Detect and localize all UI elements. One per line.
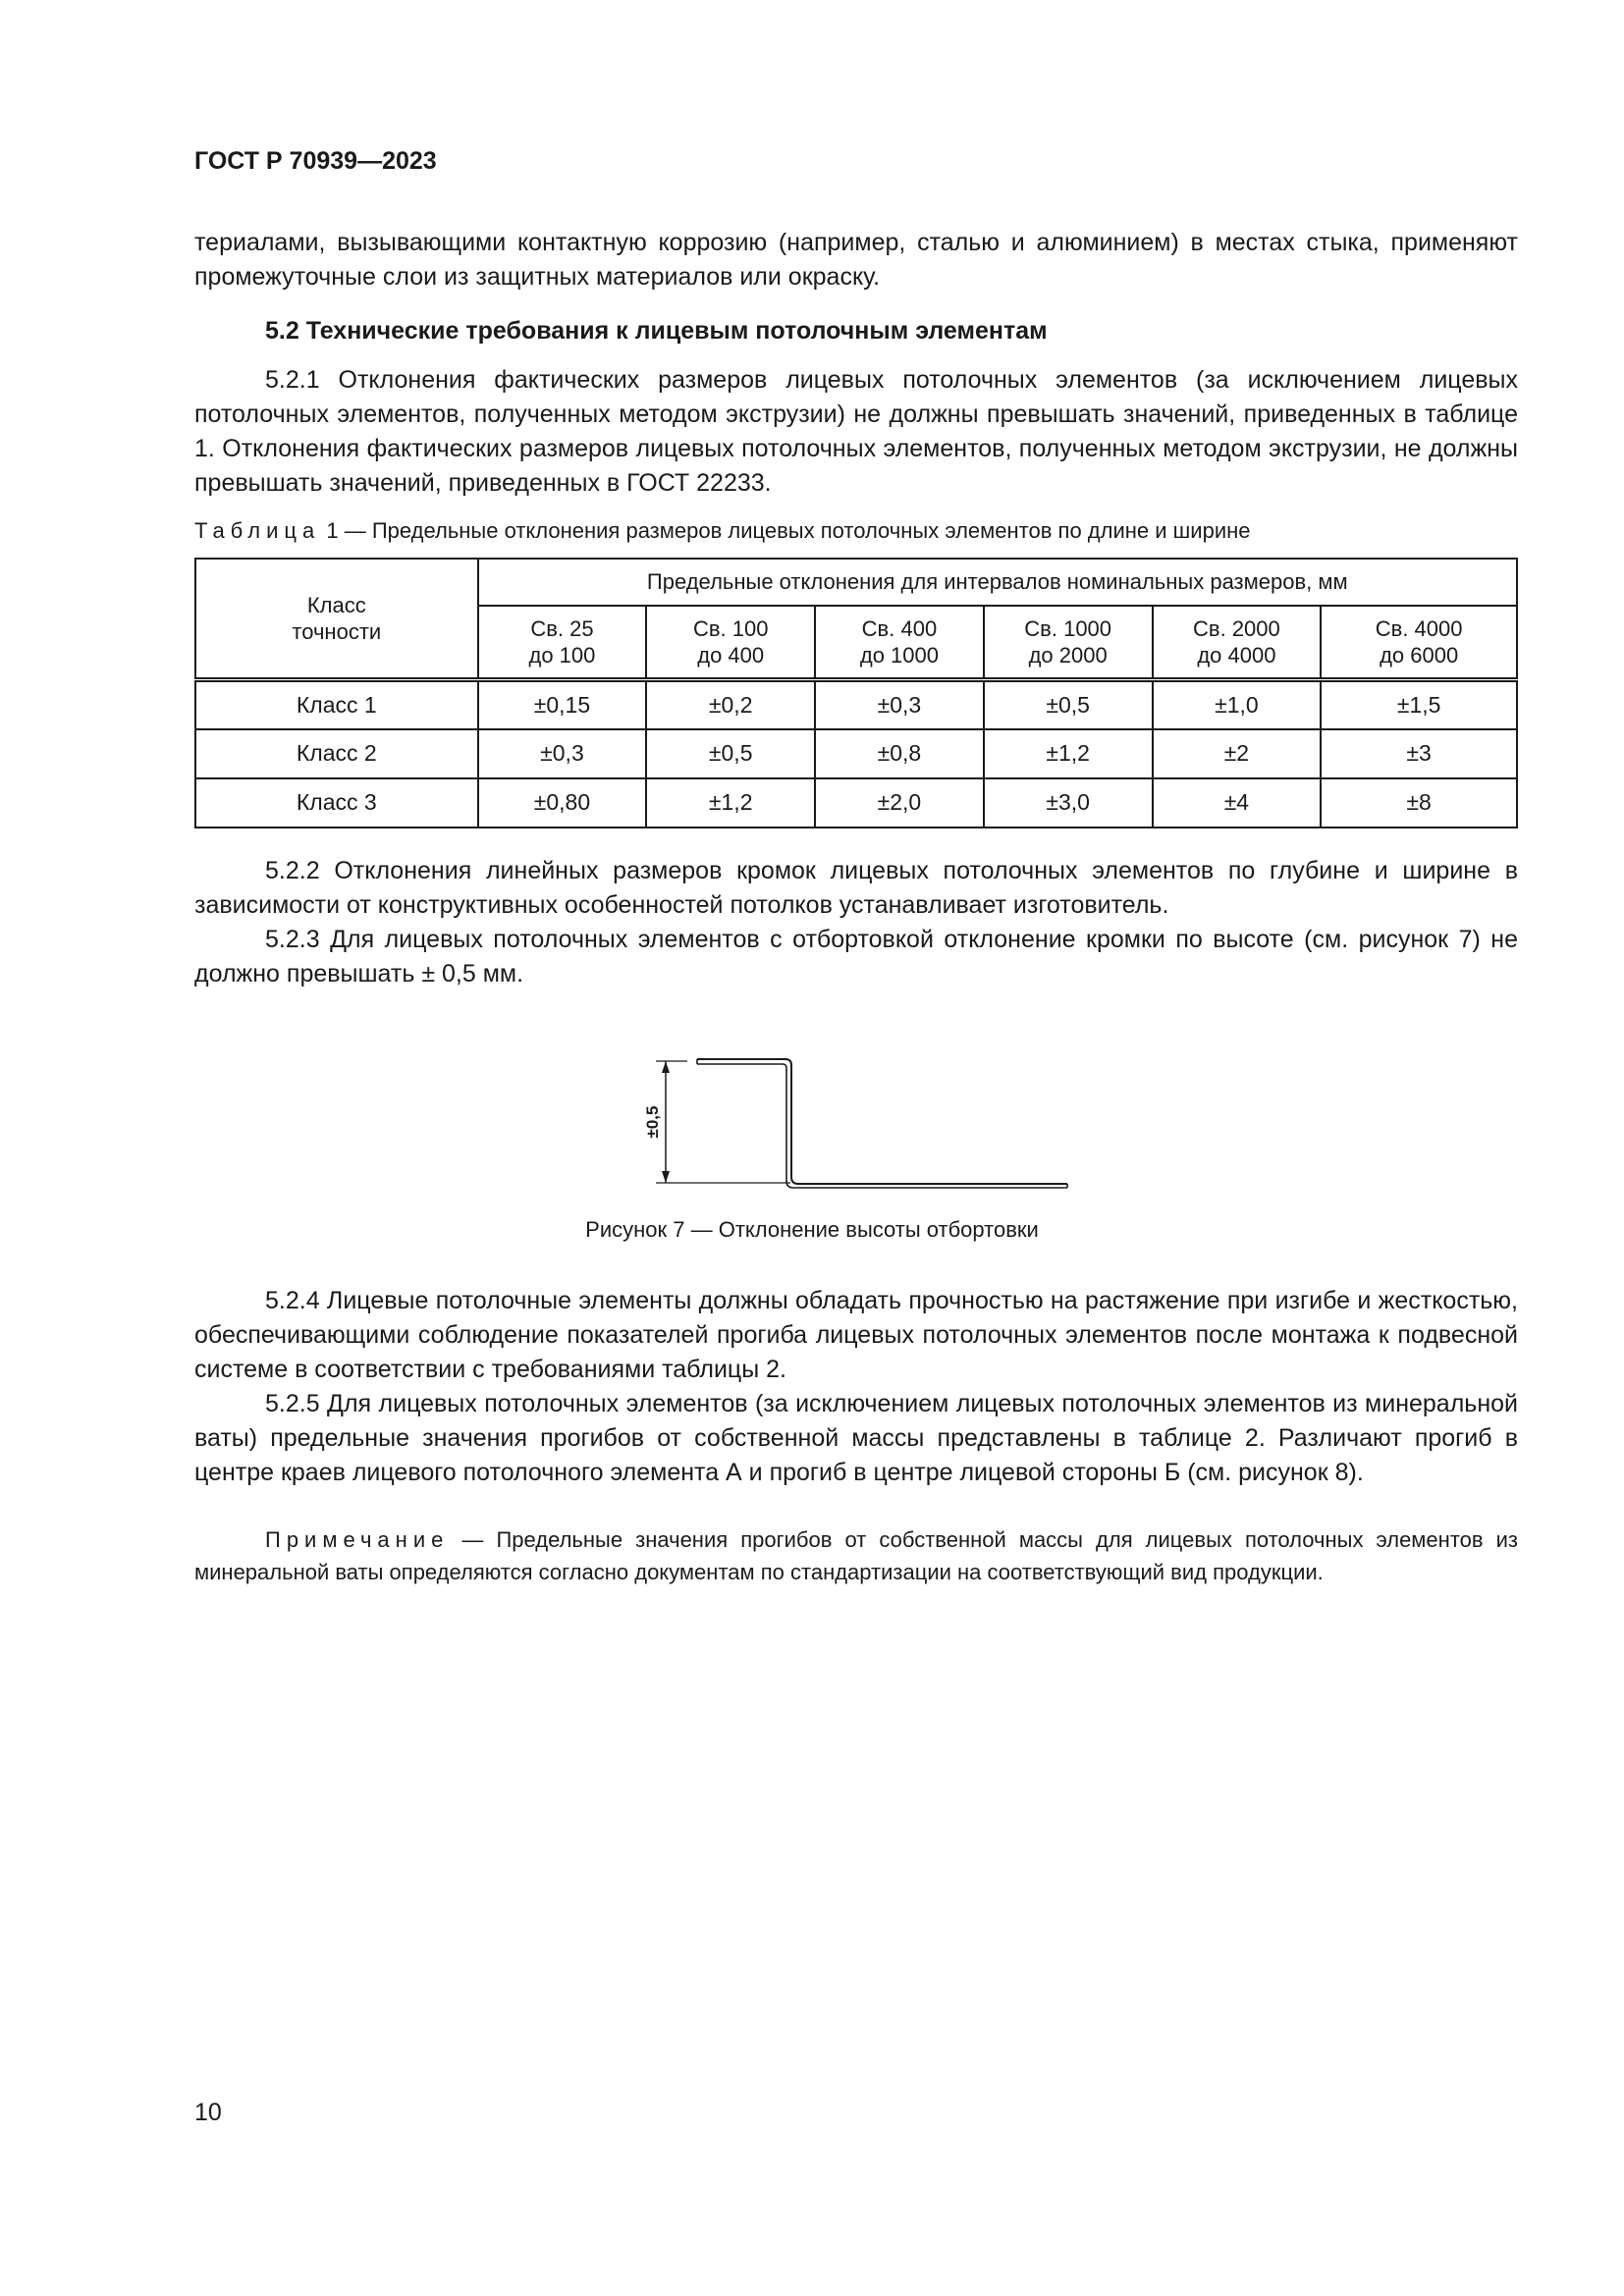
table-cell: ±8 — [1321, 778, 1517, 828]
figure-7-flange-diagram — [628, 1042, 1080, 1200]
table-cell: ±1,0 — [1153, 680, 1322, 729]
table-cell: ±1,2 — [984, 729, 1153, 778]
span-header-cell: Предельные отклонения для интервалов номинальных размеров, мм — [478, 559, 1517, 606]
table-cell: ±0,5 — [646, 729, 815, 778]
note-paragraph — [194, 1523, 1518, 1588]
table-caption-text: 1 — Предельные отклонения размеров лицевых потолочных элементов по длине и ширине — [320, 518, 1251, 543]
dimension-label: ±0,5 — [643, 1105, 662, 1139]
note-text: — Предельные значения прогибов от собственной массы для лицевых потолочных элементов из минеральной ваты определяются согласно документам по стандартизации на соответствующий вид продукции. — [194, 1527, 1518, 1584]
page-number: 10 — [194, 2099, 222, 2126]
table-cell: ±0,8 — [815, 729, 984, 778]
table-cell: ±3 — [1321, 729, 1517, 778]
class-header-cell: Класс точности — [195, 559, 478, 680]
table-caption-label: Таблица — [194, 518, 321, 543]
row-label: Класс 2 — [195, 729, 478, 778]
flange-profile-outer — [697, 1059, 1067, 1184]
table-cell: ±1,2 — [646, 778, 815, 828]
dimension-arrow-bottom — [662, 1171, 670, 1183]
table-cell: ±1,5 — [1321, 680, 1517, 729]
table-cell: ±0,3 — [478, 729, 647, 778]
paragraph-5-2-5: 5.2.5 Для лицевых потолочных элементов (за исключением лицевых потолочных элементов из минеральной ваты) предельные значения прогибов от собственной массы представлены в таблице 2. Различают прогиб в центре краев лицевого потолочного элемента А и прогиб в центре лицевой стороны Б (см. рисунок 8). — [194, 1390, 1518, 1486]
table-cell: ±0,5 — [984, 680, 1153, 729]
column-header: Св. 4000 до 6000 — [1321, 606, 1517, 680]
paragraph-5-2-4: 5.2.4 Лицевые потолочные элементы должны обладать прочностью на растяжение при изгибе и жесткостью, обеспечивающими соблюдение показателей прогиба лицевых потолочных элементов после монтажа к подвесной системе в соответствии с требованиями таблицы 2. — [194, 1287, 1518, 1383]
table-cell: ±0,3 — [815, 680, 984, 729]
note-label: Примечание — [265, 1527, 450, 1552]
continuation-paragraph: териалами, вызывающими контактную коррозию (например, сталью и алюминием) в местах стыка, применяют промежуточные слои из защитных материалов или окраску. — [194, 229, 1518, 291]
section-heading-5-2: 5.2 Технические требования к лицевым потолочным элементам — [265, 317, 1048, 345]
table-row — [195, 729, 1517, 778]
column-header: Св. 25 до 100 — [478, 606, 647, 680]
table-header-row — [195, 559, 1517, 606]
column-header: Св. 100 до 400 — [646, 606, 815, 680]
row-label: Класс 3 — [195, 778, 478, 828]
table-1 — [194, 558, 1518, 828]
column-header: Св. 1000 до 2000 — [984, 606, 1153, 680]
paragraph-5-2-3: 5.2.3 Для лицевых потолочных элементов с отбортовкой отклонение кромки по высоте (см. рисунок 7) не должно превышать ± 0,5 мм. — [194, 926, 1518, 988]
table-cell: ±0,80 — [478, 778, 647, 828]
table-cell: ±0,2 — [646, 680, 815, 729]
dimension-arrow-top — [662, 1061, 670, 1073]
flange-profile-inner — [697, 1064, 1067, 1188]
table-1-caption — [194, 518, 1251, 544]
table-row — [195, 778, 1517, 828]
table-cell: ±0,15 — [478, 680, 647, 729]
paragraph-5-2-1: 5.2.1 Отклонения фактических размеров лицевых потолочных элементов (за исключением лицевых потолочных элементов, полученных методом экструзии) не должны превышать значений, приведенных в таблице 1. Отклонения фактических размеров лицевых потолочных элементов, полученных методом экструзии, не должны превышать значений, приведенных в ГОСТ 22233. — [194, 366, 1518, 497]
column-header: Св. 2000 до 4000 — [1153, 606, 1322, 680]
paragraph-5-2-2: 5.2.2 Отклонения линейных размеров кромок лицевых потолочных элементов по глубине и ширине в зависимости от конструктивных особенностей потолков устанавливает изготовитель. — [194, 857, 1518, 919]
table-row — [195, 680, 1517, 729]
table-cell: ±2 — [1153, 729, 1322, 778]
table-cell: ±4 — [1153, 778, 1322, 828]
column-header: Св. 400 до 1000 — [815, 606, 984, 680]
row-label: Класс 1 — [195, 680, 478, 729]
table-cell: ±2,0 — [815, 778, 984, 828]
table-cell: ±3,0 — [984, 778, 1153, 828]
standard-code-header: ГОСТ Р 70939—2023 — [194, 147, 437, 175]
figure-7-caption: Рисунок 7 — Отклонение высоты отбортовки — [585, 1217, 1039, 1242]
